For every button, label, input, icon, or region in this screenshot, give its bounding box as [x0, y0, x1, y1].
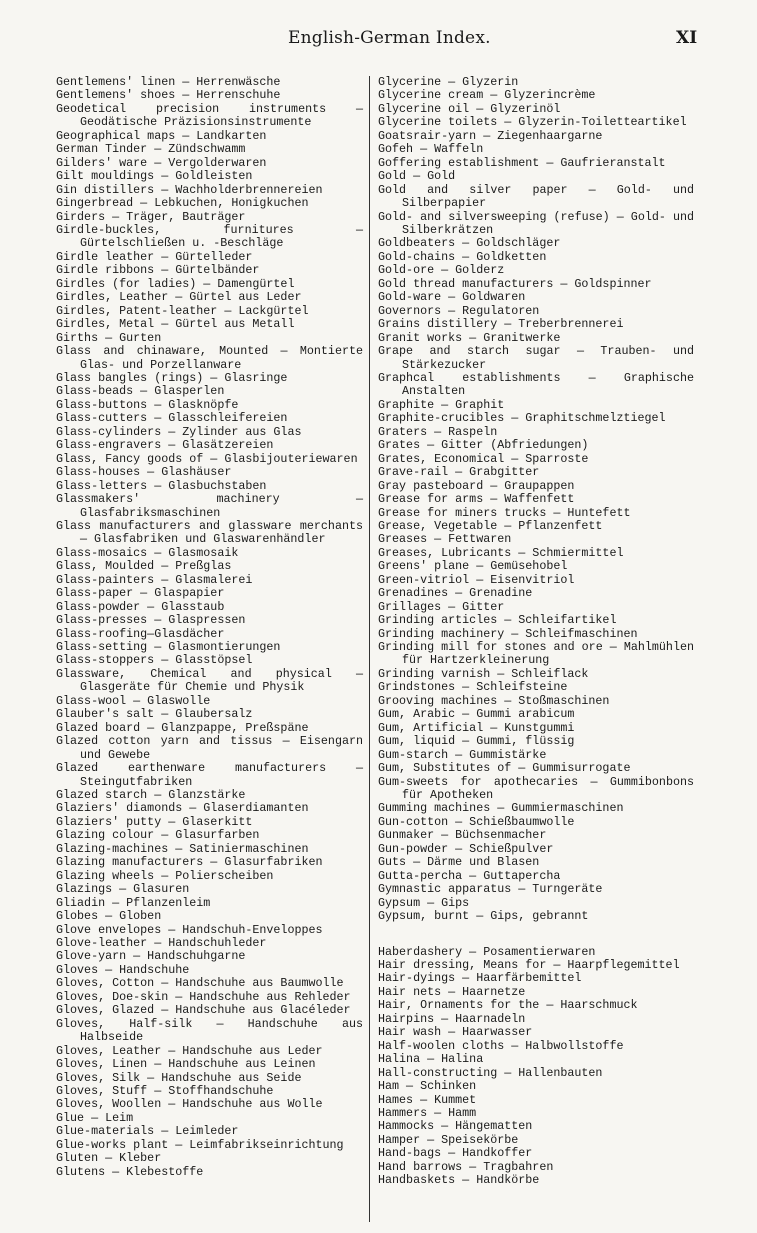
index-entry: Hair wash — Haarwasser: [378, 1025, 533, 1040]
index-entry: Hair dressing, Means for — Haarpflegemittel: [378, 958, 680, 972]
index-entry: Glue — Leim: [56, 1110, 134, 1125]
index-entry: Glove-leather — Handschuhleder: [56, 936, 267, 950]
right-column: [378, 76, 694, 1188]
index-entry: Gilders' ware — Vergolderwaren: [56, 155, 267, 170]
index-entry: Glass-mosaics — Glasmosaik: [56, 545, 239, 560]
index-entry: Guts — Därme und Blasen: [378, 855, 540, 870]
index-entry: Gold — Gold: [378, 169, 456, 184]
index-entry: Girdles (for ladies) — Damengürtel: [56, 276, 295, 291]
index-entry: Glazed earthenware manufacturers — Steingutfabriken: [56, 761, 363, 789]
index-entry: German Tinder — Zündschwamm: [56, 142, 246, 157]
index-entry: Grease, Vegetable — Pflanzenfett: [378, 518, 603, 533]
index-entry: Grave-rail — Grabgitter: [378, 465, 540, 480]
index-entry: Gilt mouldings — Goldleisten: [56, 169, 253, 184]
index-entry: Hall-constructing — Hallenbauten: [378, 1065, 603, 1080]
index-entry: Green-vitriol — Eisenvitriol: [378, 572, 575, 587]
index-entry: Hames — Kummet: [378, 1092, 477, 1107]
index-entry: Glycerine toilets — Glyzerin-Toiletteartikel: [378, 115, 687, 130]
index-entry: Graphite — Graphit: [378, 397, 505, 412]
index-entry: Girdles, Leather — Gürtel aus Leder: [56, 290, 302, 305]
index-entry: Graphite-crucibles — Graphitschmelztiegel: [378, 411, 666, 426]
index-entry: Glass-wool — Glaswolle: [56, 693, 211, 708]
index-entry: Glass-powder — Glasstaub: [56, 599, 225, 614]
index-entry: Gutta-percha — Guttapercha: [378, 868, 561, 883]
index-entry: Glass-paper — Glaspapier: [56, 586, 225, 601]
index-entry: Gum, Arabic — Gummi arabicum: [378, 707, 575, 722]
index-entry: Glaziers' diamonds — Glaserdiamanten: [56, 801, 309, 816]
index-entry: Grains distillery — Treberbrennerei: [378, 317, 624, 332]
index-entry: Grape and starch sugar — Trauben- und Stärkezucker: [378, 344, 694, 372]
index-entry: Grinding articles — Schleifartikel: [378, 613, 617, 628]
index-entry: Hammers — Hamm: [378, 1105, 477, 1120]
index-entry: Girdle leather — Gürtelleder: [56, 249, 253, 264]
index-entry: Glycerine cream — Glyzerincrème: [378, 88, 596, 103]
index-entry: Grenadines — Grenadine: [378, 586, 533, 601]
page-header: [0, 28, 757, 54]
page-number: XI: [676, 28, 698, 48]
index-entry: Glass manufacturers and glassware merchants — Glasfabriken und Glaswarenhändler: [56, 518, 363, 547]
index-entry: Glutens — Klebestoffe: [56, 1164, 204, 1179]
index-entry: Grooving machines — Stoßmaschinen: [378, 693, 610, 708]
index-entry: Girders — Träger, Bauträger: [56, 209, 246, 224]
index-entry: Grates — Gitter (Abfriedungen): [378, 438, 589, 453]
index-entry: Girdle-buckles, furnitures — Gürtelschließen u. -Beschläge: [56, 222, 363, 251]
index-entry: Glazing wheels — Polierscheiben: [56, 868, 274, 883]
index-entry: Gloves, Stuff — Stoffhandschuhe: [56, 1083, 274, 1098]
index-entry: Glazed cotton yarn and tissus — Eisengarn und Gewebe: [56, 734, 363, 762]
index-entry: Gloves — Handschuhe: [56, 962, 190, 977]
index-entry: Gold-ore — Golderz: [378, 263, 505, 278]
index-entry: Gold-chains — Goldketten: [378, 249, 547, 264]
index-entry: Glass-roofing—Glasdächer: [56, 626, 225, 641]
index-entry: Gluten — Kleber: [56, 1151, 162, 1166]
index-entry: Hand-bags — Handkoffer: [378, 1146, 533, 1161]
index-entry: Hand barrows — Tragbahren: [378, 1159, 554, 1174]
index-entry: Ham — Schinken: [378, 1079, 477, 1094]
index-entry: Glass-cylinders — Zylinder aus Glas: [56, 424, 302, 439]
index-entry: Grinding varnish — Schleiflack: [378, 666, 589, 681]
index-entry: Gypsum — Gips: [378, 895, 470, 910]
index-entry: Glycerine oil — Glyzerinöl: [378, 101, 561, 116]
index-entry: Granit works — Granitwerke: [378, 330, 561, 345]
left-column: [56, 76, 363, 1179]
index-entry: Glycerine — Glyzerin: [378, 75, 519, 89]
index-entry: Glass-painters — Glasmalerei: [56, 572, 253, 587]
index-entry: Glass-cutters — Glasschleifereien: [56, 411, 288, 426]
index-entry: Glass, Moulded — Preßglas: [56, 559, 232, 574]
index-entry: Glaziers' putty — Glaserkitt: [56, 814, 253, 829]
page-title: English-German Index.: [288, 28, 491, 48]
index-entry: Gum, Substitutes of — Gummisurrogate: [378, 761, 631, 776]
index-entry: Globes — Globen: [56, 909, 162, 924]
index-entry: Girdle ribbons — Gürtelbänder: [56, 263, 260, 278]
index-entry: Glazed board — Glanzpappe, Preßspäne: [56, 720, 309, 735]
index-entry: Greases — Fettwaren: [378, 532, 512, 547]
index-entry: Half-woolen cloths — Halbwollstoffe: [378, 1038, 624, 1053]
index-entry: Hammocks — Hängematten: [378, 1119, 533, 1134]
index-entry: Girdles, Metal — Gürtel aus Metall: [56, 317, 295, 332]
index-entry: Glassmakers' machinery — Glasfabriksmaschinen: [56, 492, 363, 520]
index-entry: Glassware, Chemical and physical — Glasgeräte für Chemie und Physik: [56, 666, 363, 695]
index-entry: Hair-dyings — Haarfärbemittel: [378, 971, 582, 986]
index-entry: Gold and silver paper — Gold- und Silberpapier: [378, 182, 694, 211]
index-entry: Glazing manufacturers — Glasurfabriken: [56, 855, 323, 870]
index-entry: Geographical maps — Landkarten: [56, 128, 267, 143]
index-entry: Gunmaker — Büchsenmacher: [378, 828, 547, 843]
index-entry: Grease for arms — Waffenfett: [378, 492, 575, 507]
index-entry: Gloves, Doe-skin — Handschuhe aus Rehleder: [56, 989, 351, 1004]
index-entry: Glass-beads — Glasperlen: [56, 384, 225, 399]
index-entry: Gray pasteboard — Graupappen: [378, 478, 575, 493]
index-entry: Gumming machines — Gummiermaschinen: [378, 801, 624, 816]
index-entry: Goatsrair-yarn — Ziegenhaargarne: [378, 128, 603, 143]
index-entry: Glue-works plant — Leimfabrikseinrichtung: [56, 1137, 344, 1152]
index-entry: Glass-letters — Glasbuchstaben: [56, 478, 267, 493]
index-entry: Gun-cotton — Schießbaumwolle: [378, 814, 575, 829]
index-entry: Girdles, Patent-leather — Lackgürtel: [56, 303, 309, 318]
index-entry: Hair, Ornaments for the — Haarschmuck: [378, 998, 638, 1013]
index-entry: Glazings — Glasuren: [56, 882, 190, 897]
index-entry: Hairpins — Haarnadeln: [378, 1011, 526, 1026]
index-entry: Gin distillers — Wachholderbrennereien: [56, 182, 323, 197]
index-entry: Hamper — Speisekörbe: [378, 1132, 519, 1147]
index-entry: Gloves, Glazed — Handschuhe aus Glacéleder: [56, 1003, 351, 1018]
index-entry: Gloves, Leather — Handschuhe aus Leder: [56, 1043, 323, 1058]
index-entry: Glazing-machines — Satiniermaschinen: [56, 841, 309, 856]
index-entry: Gloves, Silk — Handschuhe aus Seide: [56, 1070, 302, 1085]
index-entry: Gloves, Cotton — Handschuhe aus Baumwolle: [56, 976, 344, 991]
index-entry: Gofeh — Waffeln: [378, 142, 484, 157]
index-entry: Grinding mill for stones and ore — Mahlmühlen für Hartzerkleinerung: [378, 640, 694, 668]
index-entry: Gun-powder — Schießpulver: [378, 841, 554, 856]
index-entry: Grease for miners trucks — Huntefett: [378, 505, 631, 520]
index-entry: Gloves, Half-silk — Handschuhe aus Halbseide: [56, 1016, 363, 1045]
index-entry: Goldbeaters — Goldschläger: [378, 236, 561, 251]
index-entry: Graters — Raspeln: [378, 424, 498, 439]
index-entry: Glass and chinaware, Mounted — Montierte Glas- und Porzellanware: [56, 344, 363, 372]
index-entry: Gentlemens' shoes — Herrenschuhe: [56, 88, 281, 103]
index-entry: Greases, Lubricants — Schmiermittel: [378, 545, 624, 560]
index-entry: Glass-engravers — Glasätzereien: [56, 438, 274, 453]
index-entry: Graphcal establishments — Graphische Anstalten: [378, 370, 694, 399]
index-entry: Grinding machinery — Schleifmaschinen: [378, 626, 638, 641]
index-entry: Glove envelopes — Handschuh-Enveloppes: [56, 922, 323, 937]
index-entry: Haberdashery — Posamentierwaren: [378, 944, 596, 959]
index-entry: Gloves, Woollen — Handschuhe aus Wolle: [56, 1097, 323, 1112]
index-entry: Gymnastic apparatus — Turngeräte: [378, 882, 603, 897]
index-entry: Gum-starch — Gummistärke: [378, 747, 547, 762]
index-entry: Gentlemens' linen — Herrenwäsche: [56, 75, 281, 89]
index-entry: Handbaskets — Handkörbe: [378, 1173, 540, 1188]
index-entry: Glass-houses — Glashäuser: [56, 465, 232, 480]
index-entry: Gold- and silversweeping (refuse) — Gold- und Silberkrätzen: [378, 209, 694, 237]
column-divider: [369, 76, 370, 1222]
index-entry: Glauber's salt — Glaubersalz: [56, 707, 253, 722]
index-entry: Governors — Regulatoren: [378, 303, 540, 318]
index-entry: Gold-ware — Goldwaren: [378, 290, 526, 305]
index-entry: Glass-buttons — Glasknöpfe: [56, 397, 239, 412]
index-entry: Gum, liquid — Gummi, flüssig: [378, 734, 575, 749]
index-entry: Girths — Gurten: [56, 330, 162, 345]
index-entry: Gliadin — Pflanzenleim: [56, 895, 211, 910]
index-entry: Glass-stoppers — Glasstöpsel: [56, 653, 253, 668]
index-entry: Hair nets — Haarnetze: [378, 984, 526, 999]
index-entry: Glue-materials — Leimleder: [56, 1124, 239, 1139]
index-entry: Grillages — Gitter: [378, 599, 505, 614]
index-entry: Glove-yarn — Handschuhgarne: [56, 949, 246, 964]
index-entry: Greens' plane — Gemüsehobel: [378, 559, 568, 574]
index-entry: Glazing colour — Glasurfarben: [56, 828, 260, 843]
index-entry: Glass, Fancy goods of — Glasbijouteriewaren: [56, 451, 358, 466]
index-entry: Gypsum, burnt — Gips, gebrannt: [378, 909, 589, 924]
index-entry: Gloves, Linen — Handschuhe aus Leinen: [56, 1057, 316, 1072]
index-entry: Goffering establishment — Gaufrieranstalt: [378, 155, 666, 170]
letter-section-gap: [378, 924, 694, 946]
index-entry: Grates, Economical — Sparroste: [378, 451, 589, 466]
index-entry: Halina — Halina: [378, 1052, 484, 1067]
index-entry: Glass bangles (rings) — Glasringe: [56, 370, 288, 385]
index-entry: Gum-sweets for apothecaries — Gummibonbons für Apotheken: [378, 774, 694, 803]
index-entry: Gingerbread — Lebkuchen, Honigkuchen: [56, 196, 309, 211]
index-entry: Glazed starch — Glanzstärke: [56, 788, 246, 803]
index-entry: Glass-setting — Glasmontierungen: [56, 640, 281, 655]
index-entry: Geodetical precision instruments — Geodätische Präzisionsinstrumente: [56, 101, 363, 130]
index-entry: Glass-presses — Glaspressen: [56, 613, 246, 628]
index-entry: Gum, Artificial — Kunstgummi: [378, 720, 575, 735]
index-entry: Grindstones — Schleifsteine: [378, 680, 568, 695]
index-entry: Gold thread manufacturers — Goldspinner: [378, 276, 652, 291]
